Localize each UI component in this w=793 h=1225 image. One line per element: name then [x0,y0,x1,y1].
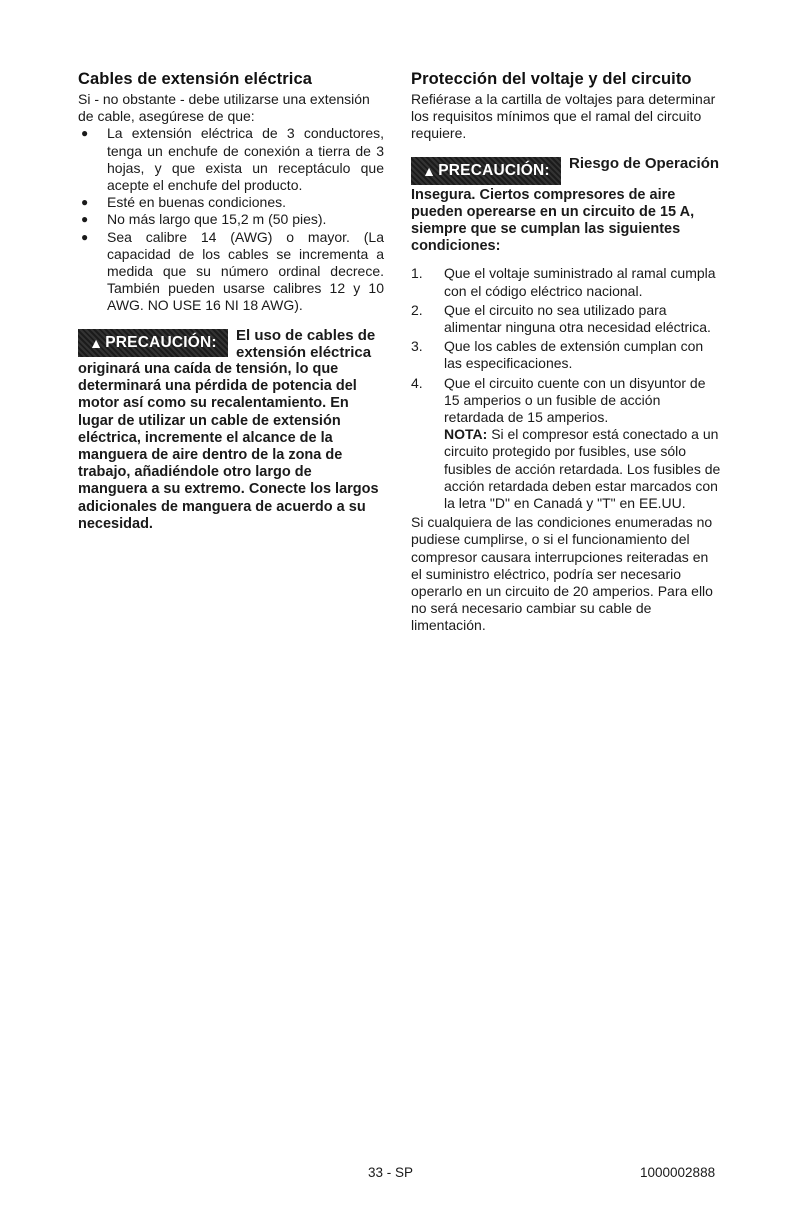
list-item: 1. Que el voltaje suministrado al ramal cumpla con el código eléctrico nacional. [411,265,716,299]
section-heading-voltage-protection: Protección del voltaje y del circuito [411,70,692,88]
extension-intro: Si - no obstante - debe utilizarse una extensión de cable, asegúrese de que: [78,91,370,125]
document-number: 1000002888 [640,1165,716,1180]
list-item: 3. Que los cables de extensión cumplan con las especificaciones. [411,338,704,372]
conditions-list [411,265,723,512]
caution-badge: ▲ PRECAUCIÓN: [411,157,561,185]
right-column [411,70,723,635]
list-item: ● Esté en buenas condiciones. [81,194,287,211]
caution-text: Insegura. Ciertos compresores de aire pueden operearse en un circuito de 15 A, siempre que se cumplan las siguientes condiciones: [411,186,695,255]
caution-extension-cables [78,327,384,533]
requirements-list [78,125,384,314]
page-number: 33 - SP [368,1165,414,1180]
list-item: 2. Que el circuito no sea utilizado para alimentar ninguna otra necesidad eléctrica. [411,301,711,336]
list-item: 4. Que el circuito cuente con un disyuntor de 15 amperios o un fusible de acción retardada de 15 amperios. NOTA: Si el compresor está conectado a un circuito protegido por fusibles, use sólo fusibles de acción retardada. Los fusibles de acción retardada deben estar marcados con la letra "D" en Canadá y "T" en EE.UU. [411,374,721,512]
closing-paragraph: Si cualquiera de las condiciones enumeradas no pudiese cumplirse, o si el funcionamiento del compresor causara interrupciones reiteradas en el suministro eléctrico, podría ser necesario operarlo en un circuito de 20 amperios. Para ello no será necesario cambiar su cable de limentación. [411,514,713,634]
note-text: Si el compresor está conectado a un circuito protegido por fusibles, use sólo fusibles de acción retardada. Los fusibles de acción retardada deben estar marcados con la letra "D" en Canadá y "T" en EE.UU. [444,426,721,512]
caution-text: originará una caída de tensión, lo que determinará una pérdida de potencia del motor así como su recalentamiento. En lugar de utilizar un cable de extensión eléctrica, incremente el alcance de la manguera de aire dentro de la zona de trabajo, añadiéndole otro largo de manguera a su extremo. Conecte los largos adicionales de manguera de acuerdo a su necesidad. [78,361,379,532]
bullet-icon: ● [81,195,89,210]
bullet-icon: ● [81,229,89,244]
bullet-icon: ● [81,212,89,227]
caution-badge: ▲ PRECAUCIÓN: [78,329,228,357]
voltage-intro: Refiérase a la cartilla de voltajes para determinar los requisitos mínimos que el ramal del circuito requiere. [411,91,716,142]
caution-heading: Riesgo de Operación [569,154,720,172]
bullet-icon: ● [81,126,89,141]
list-item: ● La extensión eléctrica de 3 conductores, tenga un enchufe de conexión a tierra de 3 hojas, y que exista un receptáculo que acepte el enchufe del producto. [81,125,384,194]
caution-heading: El uso de cables de extensión eléctrica [236,326,376,361]
left-column [78,70,384,533]
warning-triangle-icon: ▲ [89,334,104,351]
section-heading-extension-cables: Cables de extensión eléctrica [78,70,313,88]
list-item: ● Sea calibre 14 (AWG) o mayor. (La capacidad de los cables se incrementa a medida que su número ordinal decrece. También pueden usarse calibres 12 y 10 AWG. NO USE 16 NI 18 AWG). [81,228,384,314]
caution-circuit [411,155,723,256]
note-label: NOTA: [444,426,488,443]
list-item: ● No más largo que 15,2 m (50 pies). [81,211,327,228]
warning-triangle-icon: ▲ [422,162,437,179]
